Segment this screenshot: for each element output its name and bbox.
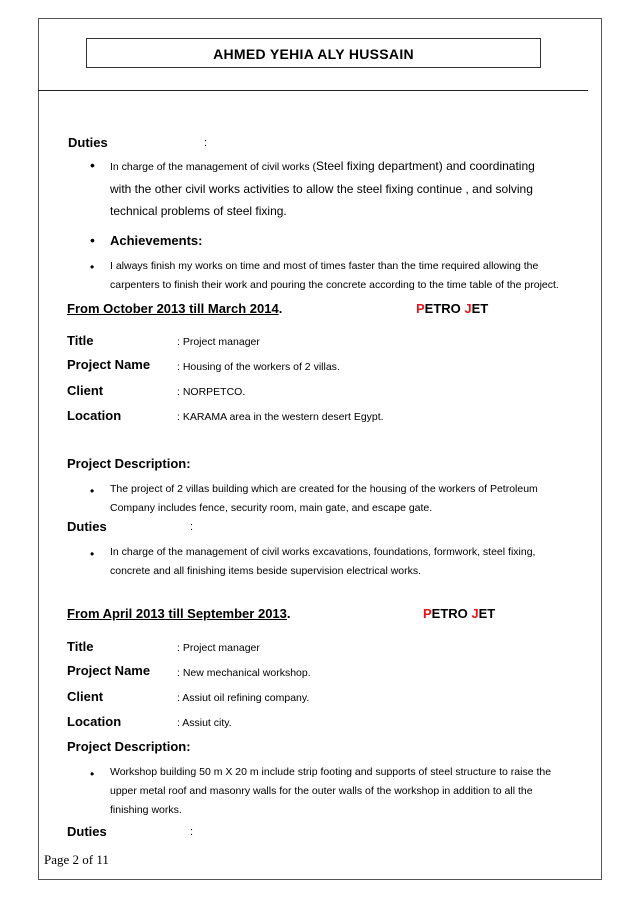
job2-description-line-1: Workshop building 50 m X 20 m include strip footing and supports of steel structure to raise the [110,766,552,778]
achievement-paragraph [110,257,559,295]
job2-project-name-label: Project Name [67,663,151,678]
duty-line-2: with the other civil works activities to allow the steel fixing continue , and solving [110,182,533,196]
job1-client-value: : NORPETCO. [177,386,246,398]
job1-client-label: Client [67,383,104,398]
job2-period: From April 2013 till September 2013. [67,606,291,621]
job1-location-label: Location [67,408,122,423]
bullet-icon: • [90,484,95,498]
job1-title-label: Title [67,333,94,348]
duties-colon: : [204,137,208,149]
job1-project-name-label: Project Name [67,357,151,372]
duties-label: Duties [68,135,108,150]
job2-duties-label: Duties [67,824,107,839]
job2-title-value: : Project manager [177,642,260,654]
bullet-icon: • [90,232,95,248]
bullet-icon: • [90,547,95,561]
achievement-line-1: I always finish my works on time and most of times faster than the time required allowing the [110,260,539,272]
job2-project-name-value: : New mechanical workshop. [177,667,311,679]
job2-description-line-2: upper metal roof and masonry walls for the outer walls of the workshop in addition to all the [110,785,533,797]
job1-duty-line-1: In charge of the management of civil works excavations, foundations, formwork, steel fixing, [110,546,536,558]
bullet-icon: • [90,767,95,781]
job1-duties-colon: : [190,521,194,533]
job2-description [110,763,551,820]
duty-paragraph [110,155,535,222]
job1-duty-line-2: concrete and all finishing items beside supervision electrical works. [110,565,422,577]
cv-name-header: AHMED YEHIA ALY HUSSAIN [86,38,541,68]
job1-company: PETRO JET [416,301,489,316]
job2-location-value: : Assiut city. [177,717,232,729]
header-divider [38,90,588,91]
achievement-line-2: carpenters to finish their work and pouring the concrete according to the time table of the project. [110,279,559,291]
job1-duties [110,543,535,581]
duty-line-3: technical problems of steel fixing. [110,204,287,218]
achievements-label: Achievements: [110,233,203,248]
job2-title-label: Title [67,639,94,654]
job1-title-value: : Project manager [177,336,260,348]
job1-description [110,480,538,518]
job2-duties-colon: : [190,826,194,838]
job2-location-label: Location [67,714,122,729]
job1-description-line-2: Company includes fence, security room, main gate, and escape gate. [110,502,433,514]
job1-description-line-1: The project of 2 villas building which are created for the housing of the workers of Petroleum [110,483,538,495]
job2-description-label: Project Description: [67,739,191,754]
job1-period: From October 2013 till March 2014. [67,301,283,316]
page-number: Page 2 of 11 [44,852,109,867]
job2-client-label: Client [67,689,104,704]
bullet-icon: • [90,260,95,274]
job1-duties-label: Duties [67,519,107,534]
job1-project-name-value: : Housing of the workers of 2 villas. [177,361,340,373]
job2-company: PETRO JET [423,606,496,621]
job1-description-label: Project Description: [67,456,191,471]
bullet-icon: • [90,157,95,173]
duty-line-1: In charge of the management of civil works (Steel fixing department) and coordinating [110,159,535,173]
job1-location-value: : KARAMA area in the western desert Egypt. [177,411,384,423]
job2-description-line-3: finishing works. [110,804,182,816]
job2-client-value: : Assiut oil refining company. [177,692,310,704]
